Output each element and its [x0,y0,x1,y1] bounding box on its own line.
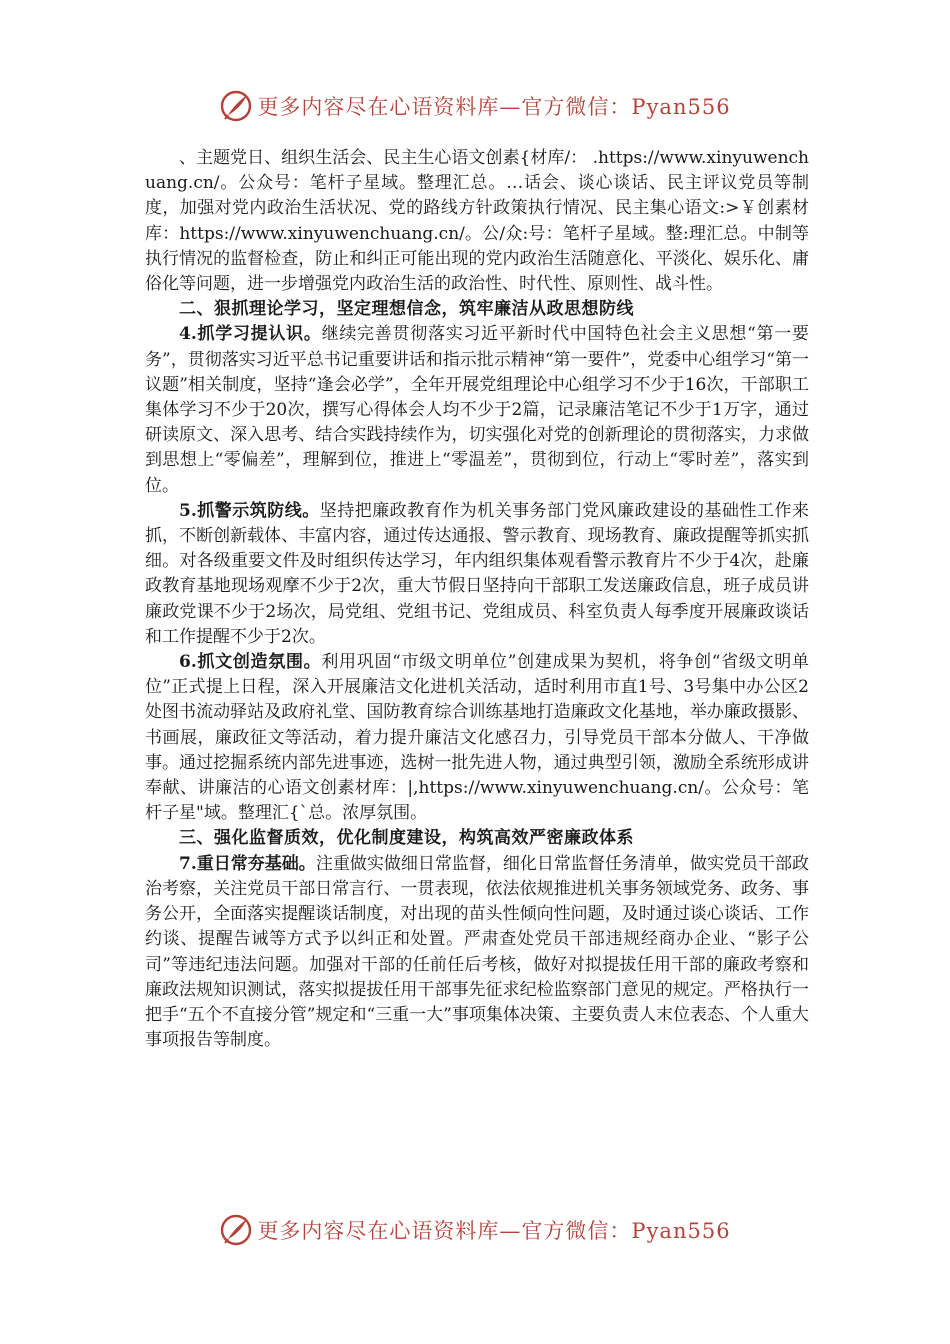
paragraph-text: 坚持把廉政教育作为机关事务部门党风廉政建设的基础性工作来抓，不断创新载体、丰富内容，通过传达通报、警示教育、现场教育、廉政提醒等抓实抓细。对各级重要文件及时组织传达学习，年内组织集体观看警示教育片不少于4次，赴廉政教育基地现场观摩不少于2次，重大节假日坚持向干部职工发送廉政信息，班子成员讲廉政党课不少于2场次，局党组、党组书记、党组成员、科室负责人每季度开展廉政谈话和工作提醒不少于2次。 [145,500,810,647]
section-heading-2: 二、狠抓理论学习，坚定理想信念，筑牢廉洁从政思想防线 [179,299,634,320]
footer-watermark [0,1210,950,1250]
paragraph-item-5 [145,499,809,650]
paragraph-text: 继续完善贯彻落实习近平新时代中国特色社会主义思想“第一要务”，贯彻落实习近平总书记重要讲话和指示批示精神“第一要件”，党委中心组学习“第一议题”相关制度，坚持“逢会必学”，全年开展党组理论中心组学习不少于16次，干部职工集体学习不少于20次，撰写心得体会人均不少于2篇，记录廉洁笔记不少于1万字，通过研读原文、深入思考、结合实践持续作为，切实强化对党的创新理论的贯彻落实，力求做到思想上“零偏差”，理解到位，推进上“零温差”，贯彻到位，行动上“零时差”，落实到位。 [145,324,809,496]
watermark-text: 更多内容尽在心语资料库—官方微信：Pyan556 [257,95,731,119]
paragraph-lead: 7.重日常夯基础。 [179,853,316,874]
paragraph-text: 注重做实做细日常监督，细化日常监督任务清单，做实党员干部政治考察，关注党员干部日常言行、一贯表现，依法依规推进机关事务领域党务、政务、事务公开，全面落实提醒谈话制度，对出现的苗头性倾向性问题，及时通过谈心谈话、工作约谈、提醒告诫等方式予以纠正和处置。严肃查处党员干部违规经商办企业、“影子公司”等违纪违法问题。加强对干部的任前任后考核，做好对拟提拔任用干部的廉政考察和廉政法规知识测试，落实拟提拔任用干部事先征求纪检监察部门意见的规定。严格执行一把手“五个不直接分管”规定和“三重一大”事项集体决策、主要负责人末位表态、个人重大事项报告等制度。 [145,853,810,1051]
paragraph-text: 、主题党日、组织生活会、民主生心语文创素{材库/： .https://www.xinyuwenchuang.cn/。公众号：笔杆子星域。整理汇总。…话会、谈心谈话、民主评议党员等制度，加强对党内政治生活状况、党的路线方针政策执行情况、民主集心语文:>￥创素材库：https://www.xinyuwenchuang.cn/。公/众:号：笔杆子星域。整:理汇总。中制等执行情况的监督检查，防止和纠正可能出现的党内政治生活随意化、平淡化、娱乐化、庸俗化等问题，进一步增强党内政治生活的政治性、时代性、原则性、战斗性。 [145,148,809,295]
paragraph-intro [145,146,809,297]
paragraph-lead: 6.抓文创造氛围。 [179,652,322,673]
header-watermark [0,86,950,126]
document-body [145,146,809,1053]
paragraph-item-7 [145,852,809,1054]
watermark-text: 更多内容尽在心语资料库—官方微信：Pyan556 [257,1219,731,1243]
paragraph-lead: 4.抓学习提认识。 [179,324,322,345]
paragraph-lead: 5.抓警示筑防线。 [179,500,320,521]
paragraph-item-6 [145,650,809,826]
pen-leaf-logo-icon [219,89,253,123]
pen-leaf-logo-icon [219,1213,253,1247]
section-heading-3: 三、强化监督质效，优化制度建设，构筑高效严密廉政体系 [179,828,634,849]
paragraph-text: 利用巩固“市级文明单位”创建成果为契机，将争创“省级文明单位”正式提上日程，深入开展廉洁文化进机关活动，适时利用市直1号、3号集中办公区2处图书流动驿站及政府礼堂、国防教育综合训练基地打造廉政文化基地，举办廉政摄影、书画展，廉政征文等活动，着力提升廉洁文化感召力，引导党员干部本分做人、干净做事。通过挖掘系统内部先进事迹，选树一批先进人物，通过典型引领，激励全系统形成讲奉献、讲廉洁的心语文创素材库：|,https://www.xinyuwenchuang.cn/。公众号：笔杆子星"域。整理汇{`总。浓厚氛围。 [145,652,809,824]
paragraph-item-4 [145,322,809,498]
